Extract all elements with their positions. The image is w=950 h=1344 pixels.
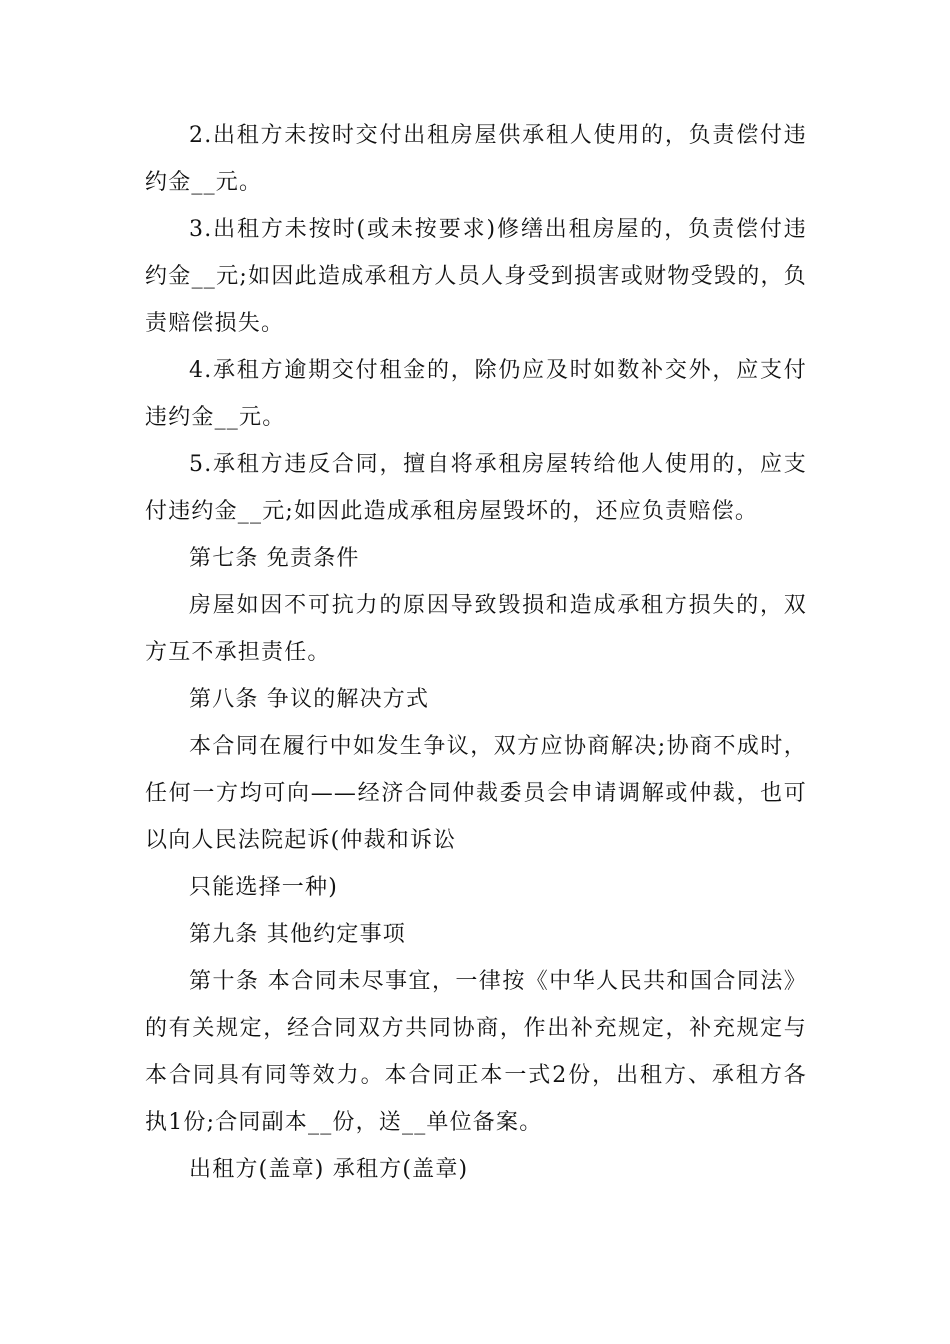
clause-paragraph-5: 5.承租方违反合同，擅自将承租房屋转给他人使用的，应支付违约金__元;如因此造成承租房屋毁坏的，还应负责赔偿。 xyxy=(145,452,807,524)
article-10-text: 第十条 本合同未尽事宜，一律按《中华人民共和国合同法》的有关规定，经合同双方共同协商，作出补充规定，补充规定与本合同具有同等效力。本合同正本一式2份，出租方、承租方各执1份;合同副本__份，送__单位备案。 xyxy=(145,969,807,1135)
article-7-text: 房屋如因不可抗力的原因导致毁损和造成承租方损失的，双方互不承担责任。 xyxy=(145,593,807,665)
article-8-text-continued: 只能选择一种) xyxy=(189,875,338,900)
article-9-heading: 第九条 其他约定事项 xyxy=(189,922,406,947)
signature-line: 出租方(盖章) 承租方(盖章) xyxy=(189,1157,469,1182)
clause-paragraph-3: 3.出租方未按时(或未按要求)修缮出租房屋的，负责偿付违约金__元;如因此造成承租方人员人身受到损害或财物受毁的，负责赔偿损失。 xyxy=(145,217,807,336)
document-body xyxy=(145,112,807,1193)
clause-paragraph-4: 4.承租方逾期交付租金的，除仍应及时如数补交外，应支付违约金__元。 xyxy=(145,358,807,430)
article-8-text: 本合同在履行中如发生争议，双方应协商解决;协商不成时，任何一方均可向——经济合同仲裁委员会申请调解或仲裁，也可以向人民法院起诉(仲裁和诉讼 xyxy=(145,734,807,853)
article-7-heading: 第七条 免责条件 xyxy=(189,546,360,571)
clause-paragraph-2: 2.出租方未按时交付出租房屋供承租人使用的，负责偿付违约金__元。 xyxy=(145,123,807,195)
article-8-heading: 第八条 争议的解决方式 xyxy=(189,687,430,712)
